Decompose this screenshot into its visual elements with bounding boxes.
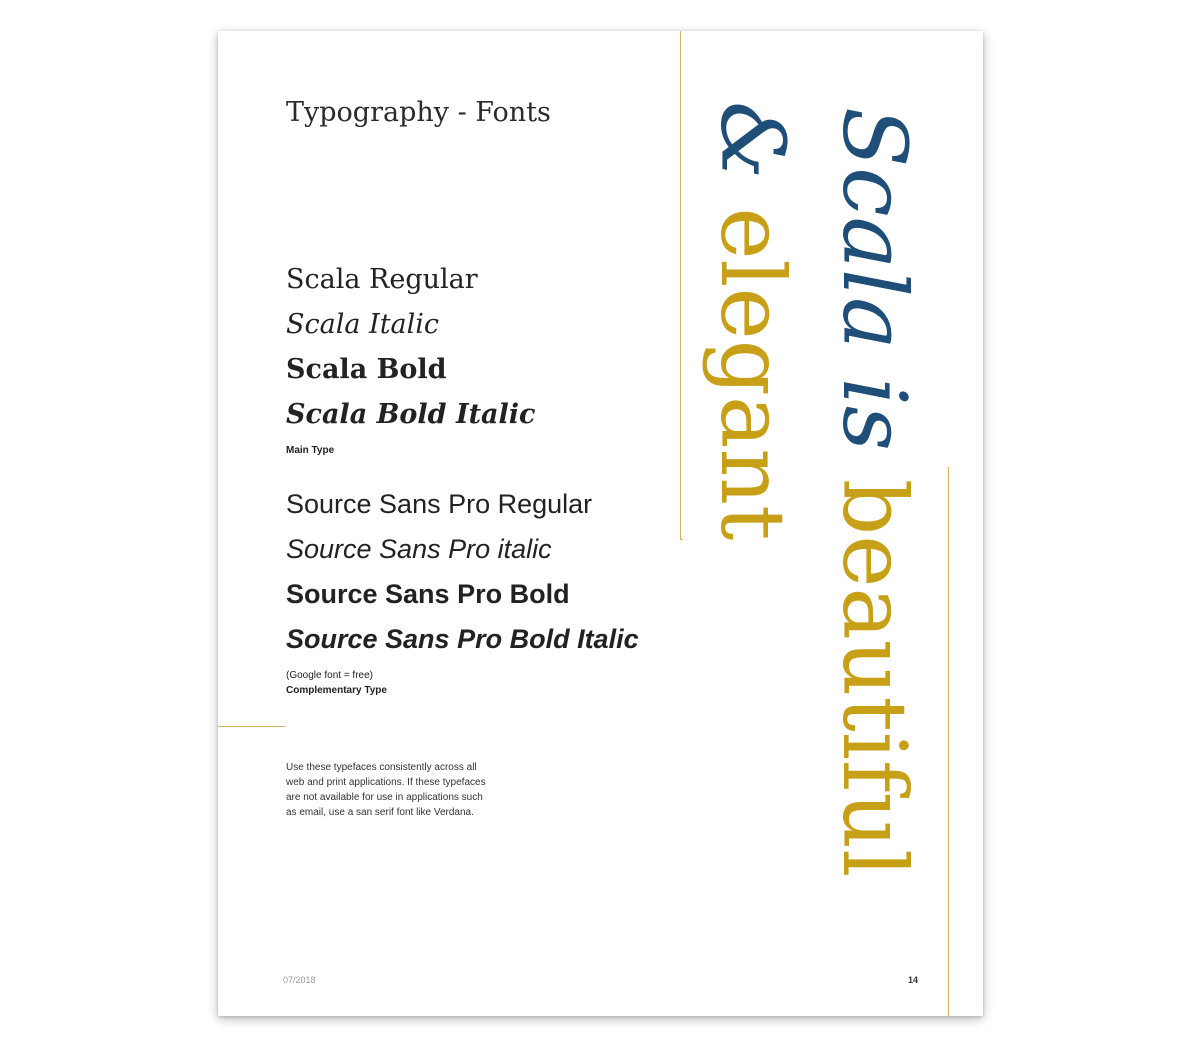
page-number: 14 [907, 975, 918, 985]
scala-bold-italic-sample: Scala Bold Italic [286, 399, 536, 430]
vertical-text-beautiful: beautiful [823, 478, 926, 878]
footer-date: 07/2018 [283, 975, 316, 985]
vertical-text-ampersand: & [701, 101, 804, 180]
source-sans-regular-sample: Source Sans Pro Regular [286, 489, 593, 519]
complementary-type-label: Complementary Type [286, 685, 387, 696]
scala-regular-sample: Scala Regular [286, 264, 478, 295]
usage-note: Use these typefaces consistently across all web and print applications. If these typefaces are not available for use in applications such as email, use a san serif font like Verdana. [286, 762, 486, 818]
horizontal-rule [218, 726, 285, 727]
vertical-text-elegant: elegant [701, 207, 804, 541]
source-sans-bold-italic-sample: Source Sans Pro Bold Italic [286, 624, 639, 654]
page-title: Typography - Fonts [286, 97, 551, 128]
scala-italic-sample: Scala Italic [286, 309, 440, 340]
main-type-label: Main Type [286, 445, 335, 456]
source-sans-bold-sample: Source Sans Pro Bold [286, 579, 570, 609]
scala-bold-sample: Scala Bold [286, 354, 447, 385]
vertical-rule-right [948, 467, 949, 1016]
vertical-rule-left-tick [680, 539, 683, 540]
brand-guide-page [218, 31, 983, 1016]
vertical-text-scala-is: Scala is [823, 107, 926, 451]
source-sans-italic-sample: Source Sans Pro italic [286, 534, 552, 564]
google-font-note: (Google font = free) [286, 670, 373, 681]
vertical-rule-left [680, 31, 681, 540]
